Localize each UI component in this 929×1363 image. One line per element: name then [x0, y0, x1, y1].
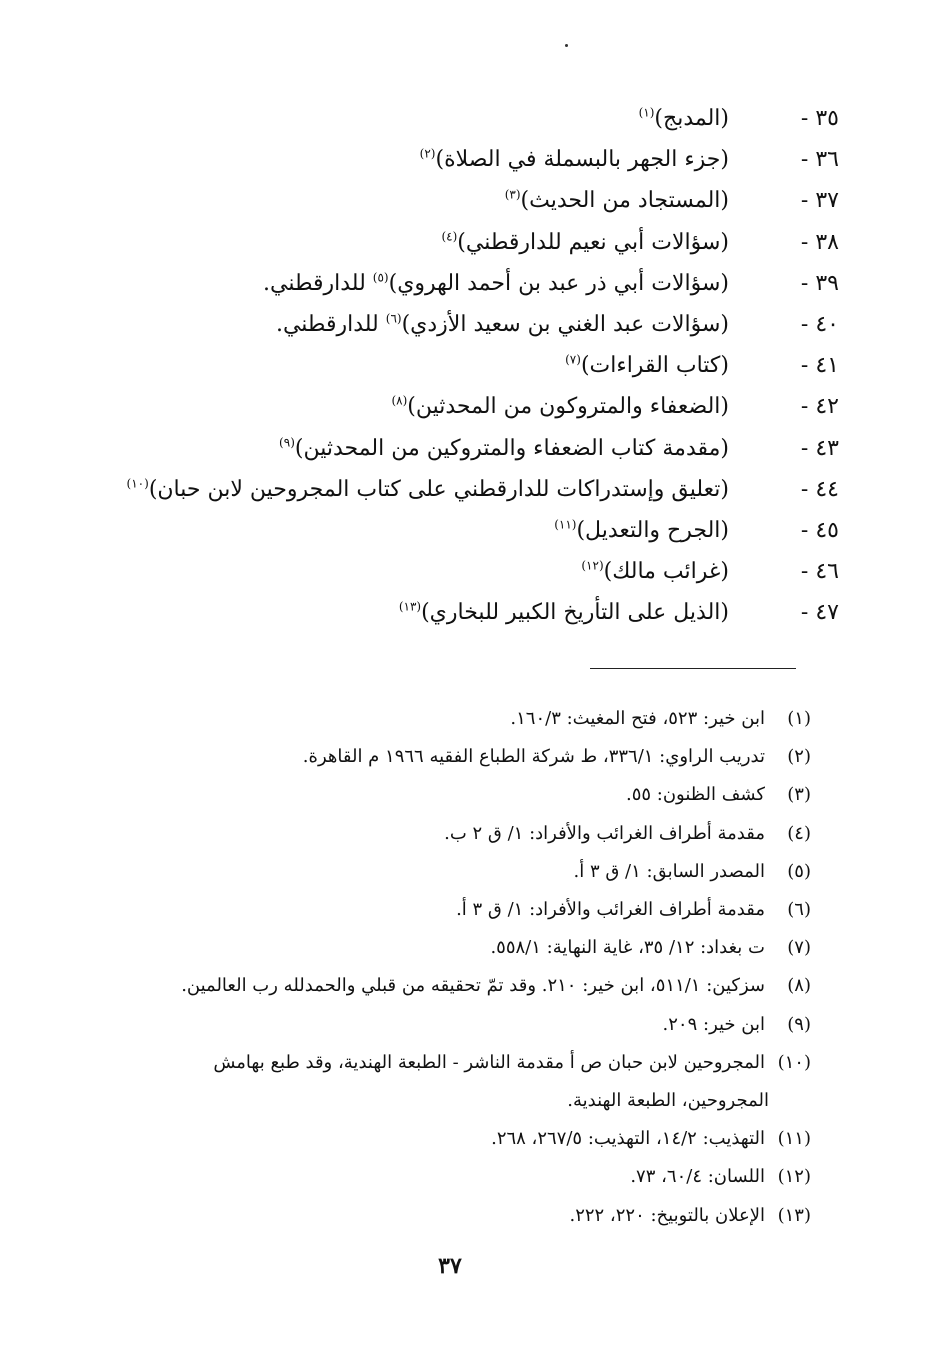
footnote-number: (٩) [787, 1013, 811, 1035]
entry-number: ٣٥ - [800, 106, 839, 131]
footnote-number: (٦) [787, 899, 811, 921]
footnote-ref: (٦) [385, 311, 402, 326]
entry-number: ٤٤ - [800, 476, 839, 502]
footnote-number: (١١) [777, 1128, 811, 1150]
footnote-number: (٥) [787, 860, 811, 882]
footnote-ref: (١) [638, 105, 655, 120]
footnote [101, 700, 811, 738]
book-list [39, 98, 839, 633]
footnote-text: كشف الظنون: ٥٥. [625, 784, 765, 806]
list-item [39, 345, 839, 386]
list-item [39, 180, 839, 221]
entry-number: ٤٥ - [800, 517, 839, 543]
footnote-ref: (١٢) [581, 558, 604, 573]
footnote-text: المجروحين لابن حبان ص أ مقدمة الناشر - الطبعة الهندية، وقد طبع بهامش [213, 1051, 765, 1073]
page-number: ٣٧ [438, 1253, 462, 1279]
footnote-ref: (١١) [554, 517, 577, 532]
footnote-text: المصدر السابق: ١/ ق ٣ أ. [573, 860, 765, 882]
footnote-ref: (٧) [565, 352, 581, 367]
footnote [101, 853, 811, 891]
entry-number: ٣٩ - [800, 270, 839, 296]
footnote-text: مقدمة أطراف الغرائب والأفراد: ١/ ق ٢ ب. [444, 822, 765, 844]
footnote-number: (٨) [787, 975, 811, 997]
footnote [101, 1120, 811, 1158]
entry-title: (غرائب مالك) [603, 559, 729, 585]
entry-number: ٤٦ - [800, 559, 839, 585]
list-item [39, 551, 839, 592]
entry-title: (مقدمة كتاب الضعفاء والمتروكين من المحدثين) [294, 435, 729, 461]
list-item [39, 222, 839, 263]
footnote-text: ابن خير: ٢٠٩. [662, 1013, 765, 1035]
footnote-number: (١٢) [777, 1166, 811, 1188]
entry-number: ٤٧ - [800, 600, 839, 626]
list-item [39, 98, 839, 139]
list-item [39, 469, 839, 510]
entry-title: (سؤالات عبد الغني بن سعيد الأزدي) [401, 311, 729, 337]
list-item [39, 139, 839, 180]
list-item [39, 592, 839, 633]
footnote-text: الإعلان بالتوبيخ: ٢٢٠، ٢٢٢. [569, 1204, 765, 1226]
footnote-ref: (٢) [419, 146, 436, 161]
footnote-number: (٤) [787, 822, 811, 844]
entry-number: ٣٧ - [800, 188, 839, 214]
list-item [39, 510, 839, 551]
footnote-text: التهذيب: ١٤/٢، التهذيب: ٢٦٧/٥، ٢٦٨. [491, 1128, 765, 1150]
footnote-text: تدريب الراوي: ٣٣٦/١، ط شركة الطباع الفقيه ١٩٦٦ م القاهرة. [302, 746, 765, 768]
footnote [101, 967, 811, 1005]
footnote-ref: (١٠) [126, 476, 149, 491]
entry-title: (كتاب القراءات) [580, 353, 729, 379]
footnote [101, 891, 811, 929]
entry-number: ٤٢ - [800, 394, 839, 420]
footnote-number: (٣) [787, 784, 811, 806]
footnote-text: سزكين: ٥١١/١، ابن خير: ٢١٠. وقد تمّ تحقيقه من قبلي والحمدلله رب العالمين. [181, 975, 765, 997]
entry-number: ٤٠ - [800, 311, 839, 337]
footnote-text: ابن خير: ٥٢٣، فتح المغيث: ١٦٠/٣. [510, 708, 765, 729]
entry-suffix: للدارقطني. [262, 270, 373, 296]
entry-title: (تعليق وإستدراكات للدارقطني على كتاب المجروحين لابن حبان) [148, 476, 729, 502]
ink-dot [565, 44, 568, 47]
footnote-ref: (٤) [441, 229, 458, 244]
entry-number: ٤١ - [800, 353, 839, 379]
footnote [101, 815, 811, 853]
footnote-number: (٧) [787, 937, 811, 959]
entry-title: (الضعفاء والمتروكون من المحدثين) [407, 394, 729, 420]
list-item [39, 386, 839, 427]
footnote-text: اللسان: ٦٠/٤، ٧٣. [630, 1166, 765, 1188]
list-item [39, 263, 839, 304]
entry-title: (جزء الجهر بالبسملة في الصلاة) [435, 147, 729, 173]
entry-number: ٤٣ - [800, 435, 839, 461]
entry-title: (الجرح والتعديل) [576, 517, 729, 543]
footnote-ref: (٨) [391, 393, 408, 408]
footnote-separator [590, 668, 796, 669]
footnote-number: (١٣) [777, 1204, 811, 1226]
entry-number: ٣٦ - [800, 147, 839, 173]
entry-title: (سؤالات أبي ذر عبد بن أحمد الهروي) [388, 270, 729, 296]
footnote [101, 738, 811, 776]
entry-title: (سؤالات أبي نعيم للدارقطني) [457, 229, 729, 255]
footnote [101, 1044, 811, 1120]
entry-title: (الذيل على التأريخ الكبير للبخاري) [421, 600, 729, 626]
footnote-text: مقدمة أطراف الغرائب والأفراد: ١/ ق ٣ أ. [456, 899, 765, 921]
entry-title: (المستجاد من الحديث) [520, 188, 729, 214]
footnote [101, 1197, 811, 1235]
footnotes [101, 700, 811, 1235]
footnote-continuation: المجروحين، الطبعة الهندية. [567, 1090, 769, 1112]
footnote [101, 1006, 811, 1044]
entry-suffix: للدارقطني. [275, 311, 386, 337]
list-item [39, 428, 839, 469]
footnote [101, 776, 811, 814]
entry-number: ٣٨ - [800, 229, 839, 255]
list-item [39, 304, 839, 345]
footnote-ref: (٣) [504, 188, 521, 203]
footnote-ref: (١٣) [398, 599, 422, 614]
footnote-ref: (٥) [372, 270, 389, 285]
footnote-text: ت بغداد: ١٢/ ٣٥، غاية النهاية: ٥٥٨/١. [490, 937, 765, 959]
footnote [101, 1158, 811, 1196]
entry-title: (المدبج) [654, 106, 729, 131]
footnote [101, 929, 811, 967]
footnote-number: (٢) [787, 746, 811, 768]
footnote-number: (١٠) [777, 1051, 811, 1073]
footnote-ref: (٩) [279, 435, 295, 450]
footnote-number: (١) [787, 708, 811, 729]
